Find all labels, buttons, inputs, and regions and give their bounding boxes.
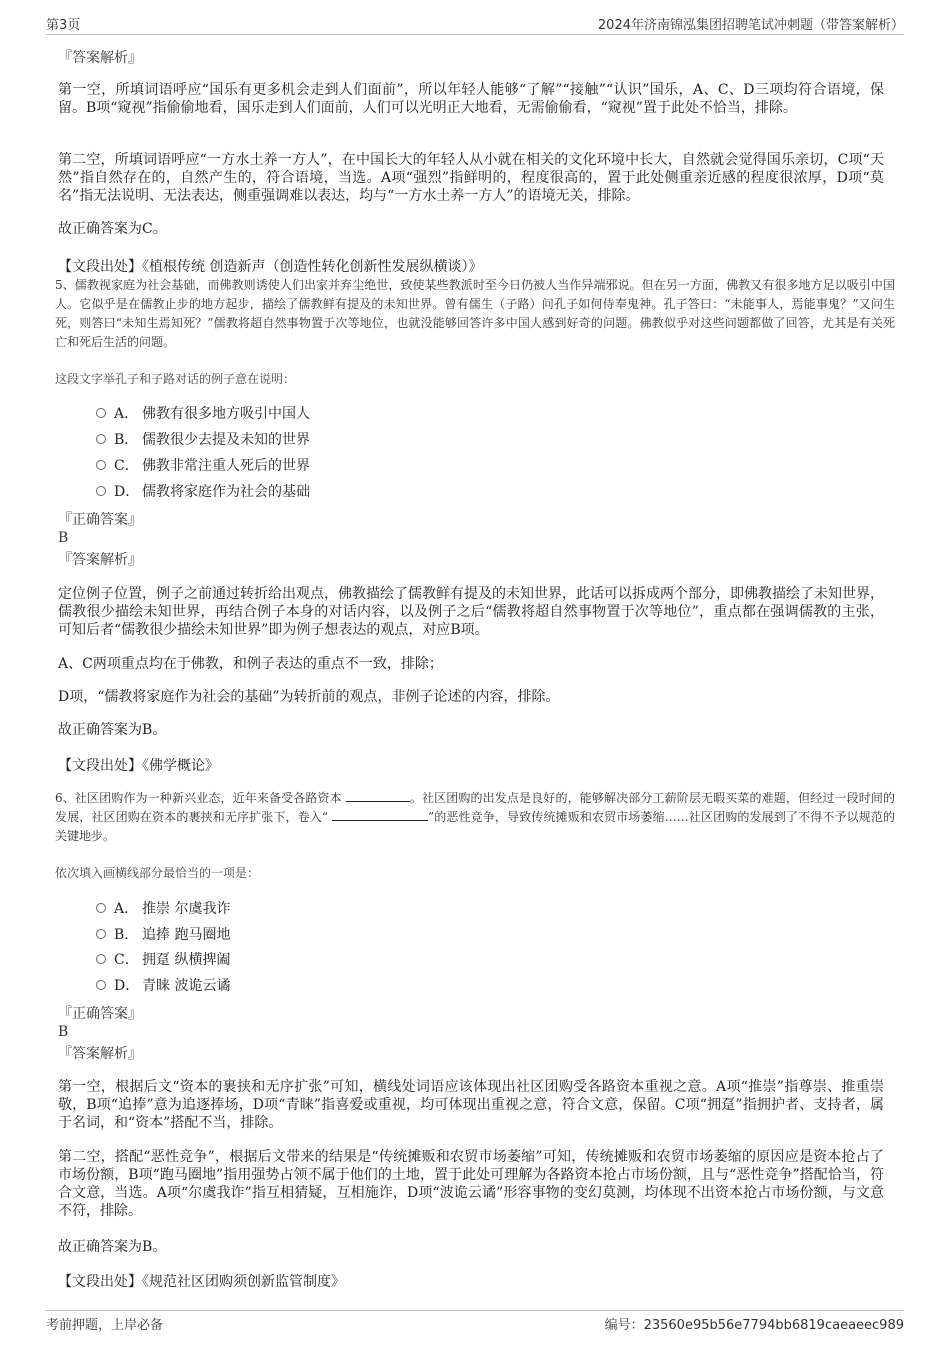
answer-conclusion: 故正确答案为C。 xyxy=(58,221,167,237)
option-letter: C． xyxy=(114,458,139,474)
option-d[interactable] xyxy=(96,977,230,995)
option-letter: B． xyxy=(114,432,139,448)
analysis-paragraph: 第一空，根据后文“资本的裹挟和无序扩张”可知，横线处词语应该体现出社区团购受各路资本重视之意。A项“推崇”指尊崇、推重崇敬，B项“追捧”意为追逐捧场，D项“青睐”指喜爱或重视，均可体现出重视之意，符合文意，保留。C项“拥趸”指拥护者、支持者，属于名词，和“资本”搭配不当，排除。 xyxy=(58,1079,884,1131)
answer-analysis-label: 『答案解析』 xyxy=(58,552,142,568)
radio-button[interactable] xyxy=(96,460,106,470)
option-d[interactable] xyxy=(96,483,310,501)
answer-conclusion: 故正确答案为B。 xyxy=(58,1239,167,1255)
option-text: 佛教有很多地方吸引中国人 xyxy=(142,406,310,422)
option-letter: A． xyxy=(114,406,139,422)
radio-button[interactable] xyxy=(96,408,106,418)
analysis-paragraph: 第二空，搭配“恶性竞争”，根据后文带来的结果是“传统摊贩和农贸市场萎缩”可知，传统摊贩和农贸市场萎缩的原因应是资本抢占了市场份额，B项“跑马圈地”指用强势占领不属于他们的土地，置于此处可理解为各路资本抢占市场份额，且与“恶性竞争”搭配恰当，符合文意，当选。A项“尔虞我诈”指互相猜疑，互相施诈，D项“波诡云谲”形容事物的变幻莫测，均体现不出资本抢占市场份额，与文意不符，排除。 xyxy=(58,1149,884,1219)
radio-button[interactable] xyxy=(96,929,106,939)
option-text: 儒教很少去提及未知的世界 xyxy=(142,432,310,448)
page-number: 第3页 xyxy=(46,18,81,33)
option-c[interactable] xyxy=(96,457,310,475)
document-title: 2024年济南锦泓集团招聘笔试冲刺题（带答案解析） xyxy=(597,18,904,33)
answer-analysis-label: 『答案解析』 xyxy=(58,1046,142,1062)
fill-blank-2 xyxy=(332,808,428,821)
radio-button[interactable] xyxy=(96,954,106,964)
option-text: 儒教将家庭作为社会的基础 xyxy=(142,484,310,500)
analysis-paragraph: D项，“儒教将家庭作为社会的基础”为转折前的观点，非例子论述的内容，排除。 xyxy=(58,689,560,705)
correct-answer-value: B xyxy=(58,530,69,546)
answer-conclusion: 故正确答案为B。 xyxy=(58,722,167,738)
correct-answer-value: B xyxy=(58,1024,69,1040)
radio-button[interactable] xyxy=(96,434,106,444)
analysis-paragraph: A、C两项重点均在于佛教，和例子表达的重点不一致，排除； xyxy=(58,656,443,672)
radio-button[interactable] xyxy=(96,903,106,913)
option-letter: A． xyxy=(114,901,139,917)
correct-answer-label: 『正确答案』 xyxy=(58,1006,142,1022)
question-text-part: 6、社区团购作为一种新兴业态，近年来备受各路资本 xyxy=(55,791,346,805)
fill-blank-1 xyxy=(346,789,410,802)
analysis-paragraph: 第二空，所填词语呼应“一方水土养一方人”，在中国长大的年轻人从小就在相关的文化环境中长大，自然就会觉得国乐亲切，C项“天然”指自然存在的，自然产生的，符合语境，当选。A项“强烈”指鲜明的，程度很高的，置于此处侧重亲近感的程度很浓厚，D项“莫名”指无法说明、无法表达，侧重强调难以表达，均与“一方水土养一方人”的语境无关，排除。 xyxy=(58,152,884,204)
question-5-prompt: 这段文字举孔子和子路对话的例子意在说明： xyxy=(55,372,296,386)
option-a[interactable] xyxy=(96,900,230,918)
option-letter: C． xyxy=(114,952,139,968)
answer-analysis-label: 『答案解析』 xyxy=(58,50,142,66)
option-b[interactable] xyxy=(96,926,230,944)
analysis-paragraph: 定位例子位置，例子之前通过转折给出观点，佛教描绘了儒教鲜有提及的未知世界，此话可以拆成两个部分，即佛教描绘了未知世界，儒教很少描绘未知世界，再结合例子本身的对话内容，以及例子之后“儒教将超自然事物置于次等地位”，重点都在强调儒教的主张，可知后者“儒教很少描绘未知世界”即为例子想表达的观点，对应B项。 xyxy=(58,586,884,638)
question-text-part: ”的恶性竞争，导致传统摊贩和农贸市场萎缩……社区团购的发展到了不得不予以规范的关键地步。 xyxy=(55,810,895,843)
page-header xyxy=(46,12,904,35)
source-citation: 【文段出处】《佛学概论》 xyxy=(58,758,219,774)
option-text: 青睐 波诡云谲 xyxy=(142,978,231,994)
option-letter: D． xyxy=(114,978,140,994)
option-text: 拥趸 纵横捭阖 xyxy=(142,952,231,968)
question-text-part: 。社区团购的出发点是良好的，能够解决部分工薪阶层无暇买菜的难题，但经过一段时间的发展，社区团购在资本的裹挟和无序扩张下，卷入“ xyxy=(55,791,895,824)
source-citation: 【文段出处】《规范社区团购须创新监管制度》 xyxy=(58,1274,345,1290)
source-citation: 【文段出处】《植根传统 创造新声（创造性转化创新性发展纵横谈）》 xyxy=(58,259,483,275)
radio-button[interactable] xyxy=(96,486,106,496)
question-5-text: 5、儒教视家庭为社会基础，而佛教则诱使人们出家并弃尘绝世，致使某些教派时至今日仍被人当作异端邪说。但在另一方面，佛教又有很多地方足以吸引中国人。它似乎是在儒教止步的地方起步，描绘了儒教鲜有提及的未知世界。曾有儒生（子路）问孔子如何侍奉鬼神。孔子答曰：“未能事人，焉能事鬼？”又问生死，则答曰“未知生焉知死？”儒教将超自然事物置于次等地位，也就没能够回答许多中国人感到好奇的问题。佛教似乎对这些问题都做了回答，尤其是有关死亡和死后生活的问题。 xyxy=(55,278,895,349)
option-a[interactable] xyxy=(96,405,310,423)
option-letter: B． xyxy=(114,927,139,943)
option-c[interactable] xyxy=(96,951,230,969)
question-6-prompt: 依次填入画横线部分最恰当的一项是： xyxy=(55,866,260,880)
analysis-paragraph: 第一空，所填词语呼应“国乐有更多机会走到人们面前”，所以年轻人能够“了解”“接触”“认识”国乐，A、C、D三项均符合语境，保留。B项“窥视”指偷偷地看，国乐走到人们面前，人们可以光明正大地看，无需偷偷看，“窥视”置于此处不恰当，排除。 xyxy=(58,82,884,116)
option-letter: D． xyxy=(114,484,140,500)
option-text: 追捧 跑马圈地 xyxy=(142,927,231,943)
option-text: 推崇 尔虞我诈 xyxy=(142,901,231,917)
option-b[interactable] xyxy=(96,431,310,449)
correct-answer-label: 『正确答案』 xyxy=(58,512,142,528)
radio-button[interactable] xyxy=(96,980,106,990)
page-footer xyxy=(46,1310,904,1333)
document-id: 编号：23560e95b56e7794bb6819caeaeec989 xyxy=(604,1318,904,1333)
question-6-text xyxy=(55,789,895,846)
footer-slogan: 考前押题，上岸必备 xyxy=(46,1318,164,1333)
option-text: 佛教非常注重人死后的世界 xyxy=(142,458,310,474)
